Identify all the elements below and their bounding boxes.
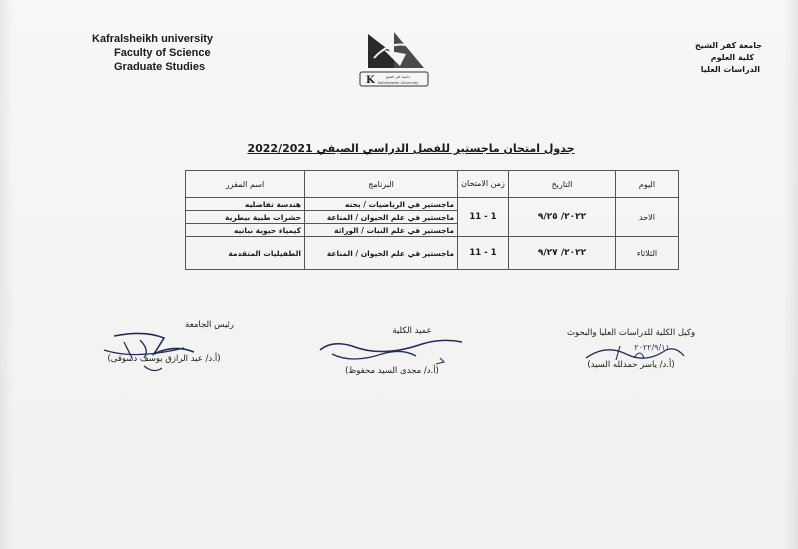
- president-signature-flourish: [84, 364, 244, 376]
- document-title: جدول امتحان ماجستير للفصل الدراسي الصيفي 2022/2021: [247, 142, 575, 155]
- cell-course: كيمياء حيوية نباتيه: [186, 224, 305, 237]
- faculty-name-en: Faculty of Science: [114, 47, 211, 59]
- header-date: التاريخ: [509, 171, 616, 198]
- exam-schedule-table: [185, 170, 679, 270]
- cell-program: ماجستير في الرياضيات / بحته: [305, 198, 458, 211]
- dean-role: عميد الكلية: [392, 326, 432, 336]
- cell-program: ماجستير في علم الحيوان / المناعة: [305, 237, 458, 270]
- cell-time: 11 - 1: [458, 198, 509, 237]
- university-logo: [354, 28, 434, 92]
- signature-vice-dean: [556, 328, 706, 370]
- president-name: (أ.د/ عبد الرازق يوسف دسوقى): [107, 354, 221, 364]
- page-shadow-left: [0, 0, 14, 549]
- cell-day: الاحد: [616, 198, 679, 237]
- signature-president: [84, 320, 244, 376]
- table-header-row: [186, 171, 679, 198]
- department-name-ar: الدراسات العليا: [700, 65, 760, 74]
- header-program: البرنامج: [305, 171, 458, 198]
- english-header: [92, 32, 213, 74]
- logo-letter: K: [366, 75, 375, 86]
- university-name-en: Kafralsheikh university: [92, 33, 214, 45]
- cell-program: ماجستير في علم النبات / الوراثة: [305, 224, 458, 237]
- cell-time: 11 - 1: [458, 237, 509, 270]
- logo-text-en: Kafrelsheikh University: [377, 81, 419, 85]
- department-name-en: Graduate Studies: [114, 61, 206, 73]
- cell-course: حشرات طبية بيطرية: [186, 211, 305, 224]
- cell-course: هندسة تفاضليه: [186, 198, 305, 211]
- vice-dean-handwritten-date: ٢٠٢٢/٩/١١: [634, 343, 670, 352]
- cell-course: الطفيليات المتقدمة: [186, 237, 305, 270]
- faculty-name-ar: كلية العلوم: [710, 53, 754, 62]
- university-name-ar: جامعة كفر الشيخ: [695, 41, 762, 50]
- header-day: اليوم: [616, 171, 679, 198]
- dean-handwritten-signature: [312, 336, 472, 368]
- cell-date: ٢٠٢٢/ ٩/٢٧: [509, 237, 616, 270]
- header-course: اسم المقرر: [186, 171, 305, 198]
- dean-name: (أ.د/ مجدى السيد محفوظ): [345, 366, 439, 376]
- cell-date: ٢٠٢٢/ ٩/٢٥: [509, 198, 616, 237]
- cell-day: الثلاثاء: [616, 237, 679, 270]
- arabic-header: [695, 40, 762, 76]
- vice-dean-role: وكيل الكلية للدراسات العليا والبحوث: [566, 328, 696, 338]
- logo-text-ar: جامعة كفر الشيخ: [385, 75, 411, 79]
- signature-dean: [312, 326, 472, 376]
- table-row: [186, 237, 679, 270]
- president-role: رئيس الجامعة: [185, 320, 234, 330]
- page-shadow-right: [784, 0, 798, 549]
- table-row: [186, 198, 679, 211]
- cell-program: ماجستير في علم الحيوان / المناعة: [305, 211, 458, 224]
- vice-dean-name: (أ.د/ ياسر حمدلله السيد): [587, 360, 675, 370]
- header-time: زمن الامتحان: [458, 171, 509, 198]
